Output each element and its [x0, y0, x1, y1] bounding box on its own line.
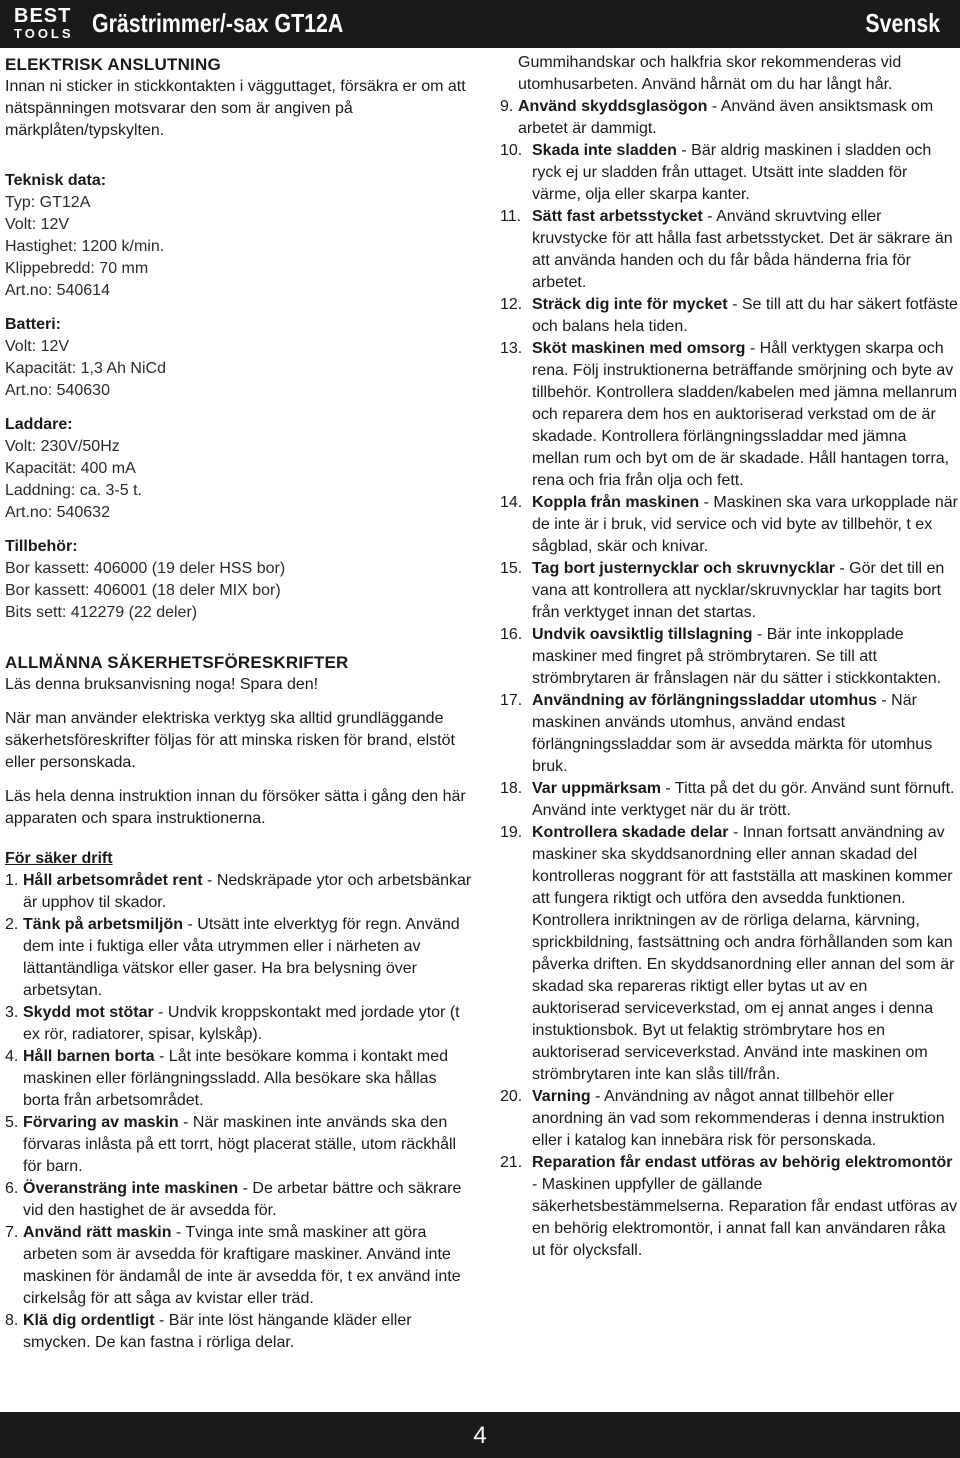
spec-line: Bor kassett: 406000 (19 deler HSS bor)	[5, 560, 286, 577]
spec-line: Typ: GT12A	[5, 194, 91, 211]
safety-rule: 5. Förvaring av maskin - När maskinen inte används ska den förvaras inlåsta på ett torrt, högt placerat ställe, utom räckhåll för barn.	[5, 1114, 457, 1175]
battery-list	[5, 336, 475, 402]
safety-rule: 9. Använd skyddsglasögon - Använd även ansiktsmask om arbetet är dammigt.	[500, 98, 934, 137]
safety-rule: 1. Håll arbetsområdet rent - Nedskräpade ytor och arbetsbänkar är upphov til skador.	[5, 872, 472, 911]
safety-rule: 2. Tänk på arbetsmiljön - Utsätt inte elverktyg för regn. Använd dem inte i fuktiga eller våta utrymmen eller i närheten av lättantändliga vätskor eller gaser. Ha bra belysning över arbetsytan.	[5, 916, 460, 999]
accessories-list	[5, 558, 475, 624]
safety-rule: 10. Skada inte sladden - Bär aldrig maskinen i sladden och ryck ej ur sladden från uttaget. Utsätt inte sladden för värme, olja eller skarpa kanter.	[500, 142, 932, 203]
page-title: Grästrimmer/-sax GT12A	[92, 8, 344, 38]
tech-data-heading: Teknisk data:	[5, 172, 107, 189]
charger-heading: Laddare:	[5, 416, 73, 433]
safety-rule: 21. Reparation får endast utföras av behörig elektromontör - Maskinen uppfyller de gällande säkerhetsbestämmelserna. Reparation får endast utföras av en behörig elektromontör, i annat fall kan användaren råka ut för olycksfall.	[500, 1154, 958, 1259]
spec-line: Volt: 230V/50Hz	[5, 438, 120, 455]
safety-rules-list-continued	[500, 96, 958, 1262]
safety-rule: 19. Kontrollera skadade delar - Innan fortsatt användning av maskiner ska skyddsanordning eller annan skadad del kontrolleras noggrant för att fastställa att maskinen kommer att fungera riktigt och utföra den avsedda funktionen. Kontrollera inriktningen av de rörliga delarna, kärvning, sprickbildning, fastsättning och andra förhållanden som kan påverka driften. En skyddsanordning eller annan del som är skadad ska repareras riktigt eller bytas ut av en auktoriserad serviceverkstad, om ej annat anges i denna instuktionsbok. Byt ut felaktig strömbrytare hos en auktoriserad serviceverkstad. Använd inte maskinen om strömbrytaren inte kan slås till/från.	[500, 824, 955, 1083]
spec-line: Hastighet: 1200 k/min.	[5, 238, 165, 255]
safety-rule: 14. Koppla från maskinen - Maskinen ska vara urkopplade när de inte är i bruk, vid service och vid byte av tillbehör, t ex sågblad, skär och knivar.	[500, 494, 958, 555]
safety-rule: 20. Varning - Användning av något annat tillbehör eller anordning än vad som rekommenderas i denna instruktion eller i katalog kan innebära risk för personskada.	[500, 1088, 945, 1149]
safety-rule: 8. Klä dig ordentligt - Bär inte löst hängande kläder eller smycken. De kan fastna i rörliga delar.	[5, 1312, 412, 1351]
accessories-heading: Tillbehör:	[5, 538, 78, 555]
safety-rule: 16. Undvik oavsiktlig tillslagning - Bär inte inkopplade maskiner med fingret på strömbrytaren. Se till att strömbrytaren är frånslagen när du sätter i stickkontakten.	[500, 626, 942, 687]
safe-use-heading: För säker drift	[5, 850, 113, 867]
electric-connection-heading: ELEKTRISK ANSLUTNING	[5, 55, 221, 74]
safety-rule: 13. Sköt maskinen med omsorg - Håll verktygen skarpa och rena. Följ instruktionerna beträffande smörjning och byte av tillbehör. Kontrollera sladden/kabelen med jämna mellanrum och reparera dem hos en auktoriserad verkstad om de är skadade. Kontrollera förlängningssladdar med jämna mellan rum och byt om de är skadade. Håll hantagen torra, rena och fria från olja och fett.	[500, 340, 958, 489]
safety-paragraph: När man använder elektriska verktyg ska alltid grundläggande säkerhetsföreskrifter följas för att minska risken för brand, elstöt eller personskada.	[5, 710, 455, 771]
safety-rules-list	[5, 870, 475, 1354]
page-header	[0, 0, 960, 48]
spec-line: Volt: 12V	[5, 338, 70, 355]
spec-line: Art.no: 540614	[5, 282, 110, 299]
safety-rule: 18. Var uppmärksam - Titta på det du gör. Använd sunt förnuft. Använd inte verktyget när du är trött.	[500, 780, 955, 819]
page-footer	[0, 1412, 960, 1458]
safety-rule: 7. Använd rätt maskin - Tvinga inte små maskiner att göra arbeten som är avsedda för kraftigare maskiner. Använd inte maskinen för ändamål de inte är avsedda för, t ex använd inte cirkelsåg för att såga av kvistar eller träd.	[5, 1224, 461, 1307]
spec-line: Klippebredd: 70 mm	[5, 260, 149, 277]
language-label: Svensk	[865, 8, 940, 38]
safety-rule: 3. Skydd mot stötar - Undvik kroppskontakt med jordade ytor (t ex rör, radiatorer, spisar, kylskåp).	[5, 1004, 460, 1043]
spec-line: Bor kassett: 406001 (18 deler MIX bor)	[5, 582, 281, 599]
spec-line: Laddning: ca. 3-5 t.	[5, 482, 142, 499]
charger-list	[5, 436, 475, 524]
safety-rule: 4. Håll barnen borta - Låt inte besökare komma i kontakt med maskinen eller förlängningssladd. Alla besökare ska hållas borta från arbetsområdet.	[5, 1048, 449, 1109]
right-column	[500, 52, 958, 1262]
safety-rule: 15. Tag bort justernycklar och skruvnycklar - Gör det till en vana att kontrollera att nycklar/skruvnycklar har tagits bort från verktyget innan det startas.	[500, 560, 945, 621]
logo-text-top: BEST	[14, 5, 72, 27]
page-number: 4	[473, 1422, 487, 1449]
spec-line: Kapacität: 400 mA	[5, 460, 136, 477]
brand-logo	[14, 6, 80, 40]
safety-rule: 17. Användning av förlängningssladdar utomhus - När maskinen används utomhus, använd endast förlängningssladdar som är avsedda märkta för utomhus bruk.	[500, 692, 933, 775]
logo-text-bottom: TOOLS	[14, 26, 74, 41]
safety-rule: 12. Sträck dig inte för mycket - Se till att du har säkert fotfäste och balans hela tiden.	[500, 296, 958, 335]
spec-line: Bits sett: 412279 (22 deler)	[5, 604, 198, 621]
safety-heading: ALLMÄNNA SÄKERHETSFÖRESKRIFTER	[5, 653, 349, 672]
battery-heading: Batteri:	[5, 316, 62, 333]
safety-read-notice: Läs denna bruksanvisning noga! Spara den!	[5, 676, 319, 693]
electric-connection-text: Innan ni sticker in stickkontakten i vägguttaget, försäkra er om att nätspänningen motsvarar den som är angiven på märkplåten/typskylten.	[5, 78, 466, 139]
left-column	[5, 54, 475, 1354]
tech-data-list	[5, 192, 475, 302]
safety-paragraph: Läs hela denna instruktion innan du försöker sätta i gång den här apparaten och spara instruktionerna.	[5, 788, 466, 827]
rule-8-continuation: Gummihandskar och halkfria skor rekommenderas vid utomhusarbeten. Använd hårnät om du har långt hår.	[518, 54, 902, 93]
spec-line: Art.no: 540632	[5, 504, 110, 521]
safety-rule: 6. Överansträng inte maskinen - De arbetar bättre och säkrare vid den hastighet de är avsedda för.	[5, 1180, 462, 1219]
spec-line: Volt: 12V	[5, 216, 70, 233]
safety-rule: 11. Sätt fast arbetsstycket - Använd skruvtving eller kruvstycke för att hålla fast arbetsstycket. Det är säkrare än att använda handen och du får båda händerna fria för arbetet.	[500, 208, 953, 291]
spec-line: Art.no: 540630	[5, 382, 110, 399]
spec-line: Kapacität: 1,3 Ah NiCd	[5, 360, 166, 377]
